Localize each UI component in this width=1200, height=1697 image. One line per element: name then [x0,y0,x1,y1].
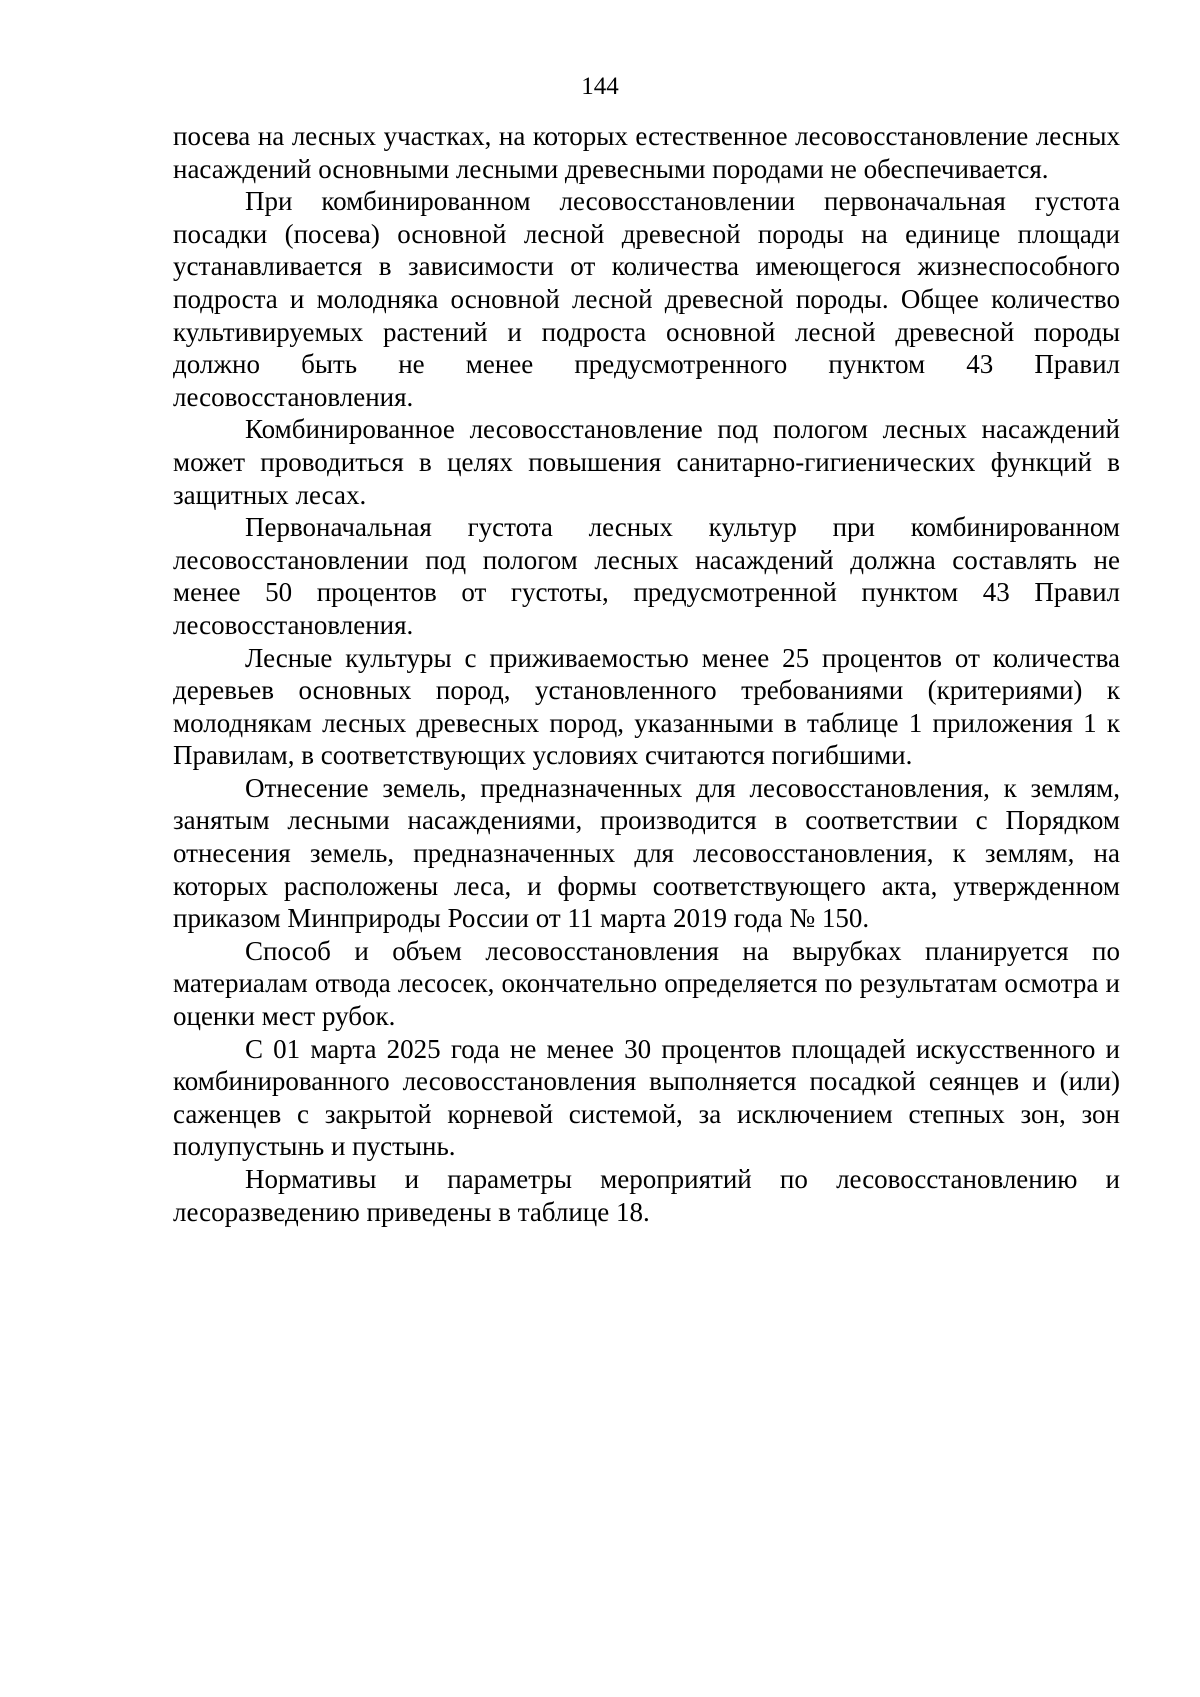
paragraph: Способ и объем лесовосстановления на вырубках планируется по материалам отвода лесосек, окончательно определяется по результатам осмотра и оценки мест рубок. [173,935,1120,1032]
paragraph: При комбинированном лесовосстановлении первоначальная густота посадки (посева) основной лесной древесной породы на единице площади устанавливается в зависимости от количества имеющегося жизнеспособного подроста и молодняка основной лесной древесной породы. Общее количество культивируемых растений и подроста основной лесной древесной породы должно быть не менее предусмотренного пунктом 43 Правил лесовосстановления. [173,186,1120,412]
paragraph: Первоначальная густота лесных культур при комбинированном лесовосстановлении под пологом лесных насаждений должна составлять не менее 50 процентов от густоты, предусмотренной пунктом 43 Правил лесовосстановления. [173,512,1120,640]
paragraph-continuation: посева на лесных участках, на которых естественное лесовосстановление лесных насаждений основными лесными древесными породами не обеспечивается. [173,121,1120,184]
paragraph: Отнесение земель, предназначенных для лесовосстановления, к землям, занятым лесными насаждениями, производится в соответствии с Порядком отнесения земель, предназначенных для лесовосстановления, к землям, на которых расположены леса, и формы соответствующего акта, утвержденном приказом Минприроды России от 11 марта 2019 года № 150. [173,772,1120,934]
paragraph: Комбинированное лесовосстановление под пологом лесных насаждений может проводиться в целях повышения санитарно-гигиенических функций в защитных лесах. [173,414,1120,510]
paragraph: Нормативы и параметры мероприятий по лесовосстановлению и лесоразведению приведены в таблице 18. [173,1164,1120,1227]
page-number: 144 [581,73,619,100]
paragraph: Лесные культуры с приживаемостью менее 25 процентов от количества деревьев основных пород, установленного требованиями (критериями) к молоднякам лесных древесных пород, указанными в таблице 1 приложения 1 к Правилам, в соответствующих условиях считаются погибшими. [173,642,1120,771]
document-body [173,120,1120,1228]
paragraph: С 01 марта 2025 года не менее 30 процентов площадей искусственного и комбинированного лесовосстановления выполняется посадкой сеянцев и (или) саженцев с закрытой корневой системой, за исключением степных зон, зон полупустынь и пустынь. [173,1033,1120,1162]
